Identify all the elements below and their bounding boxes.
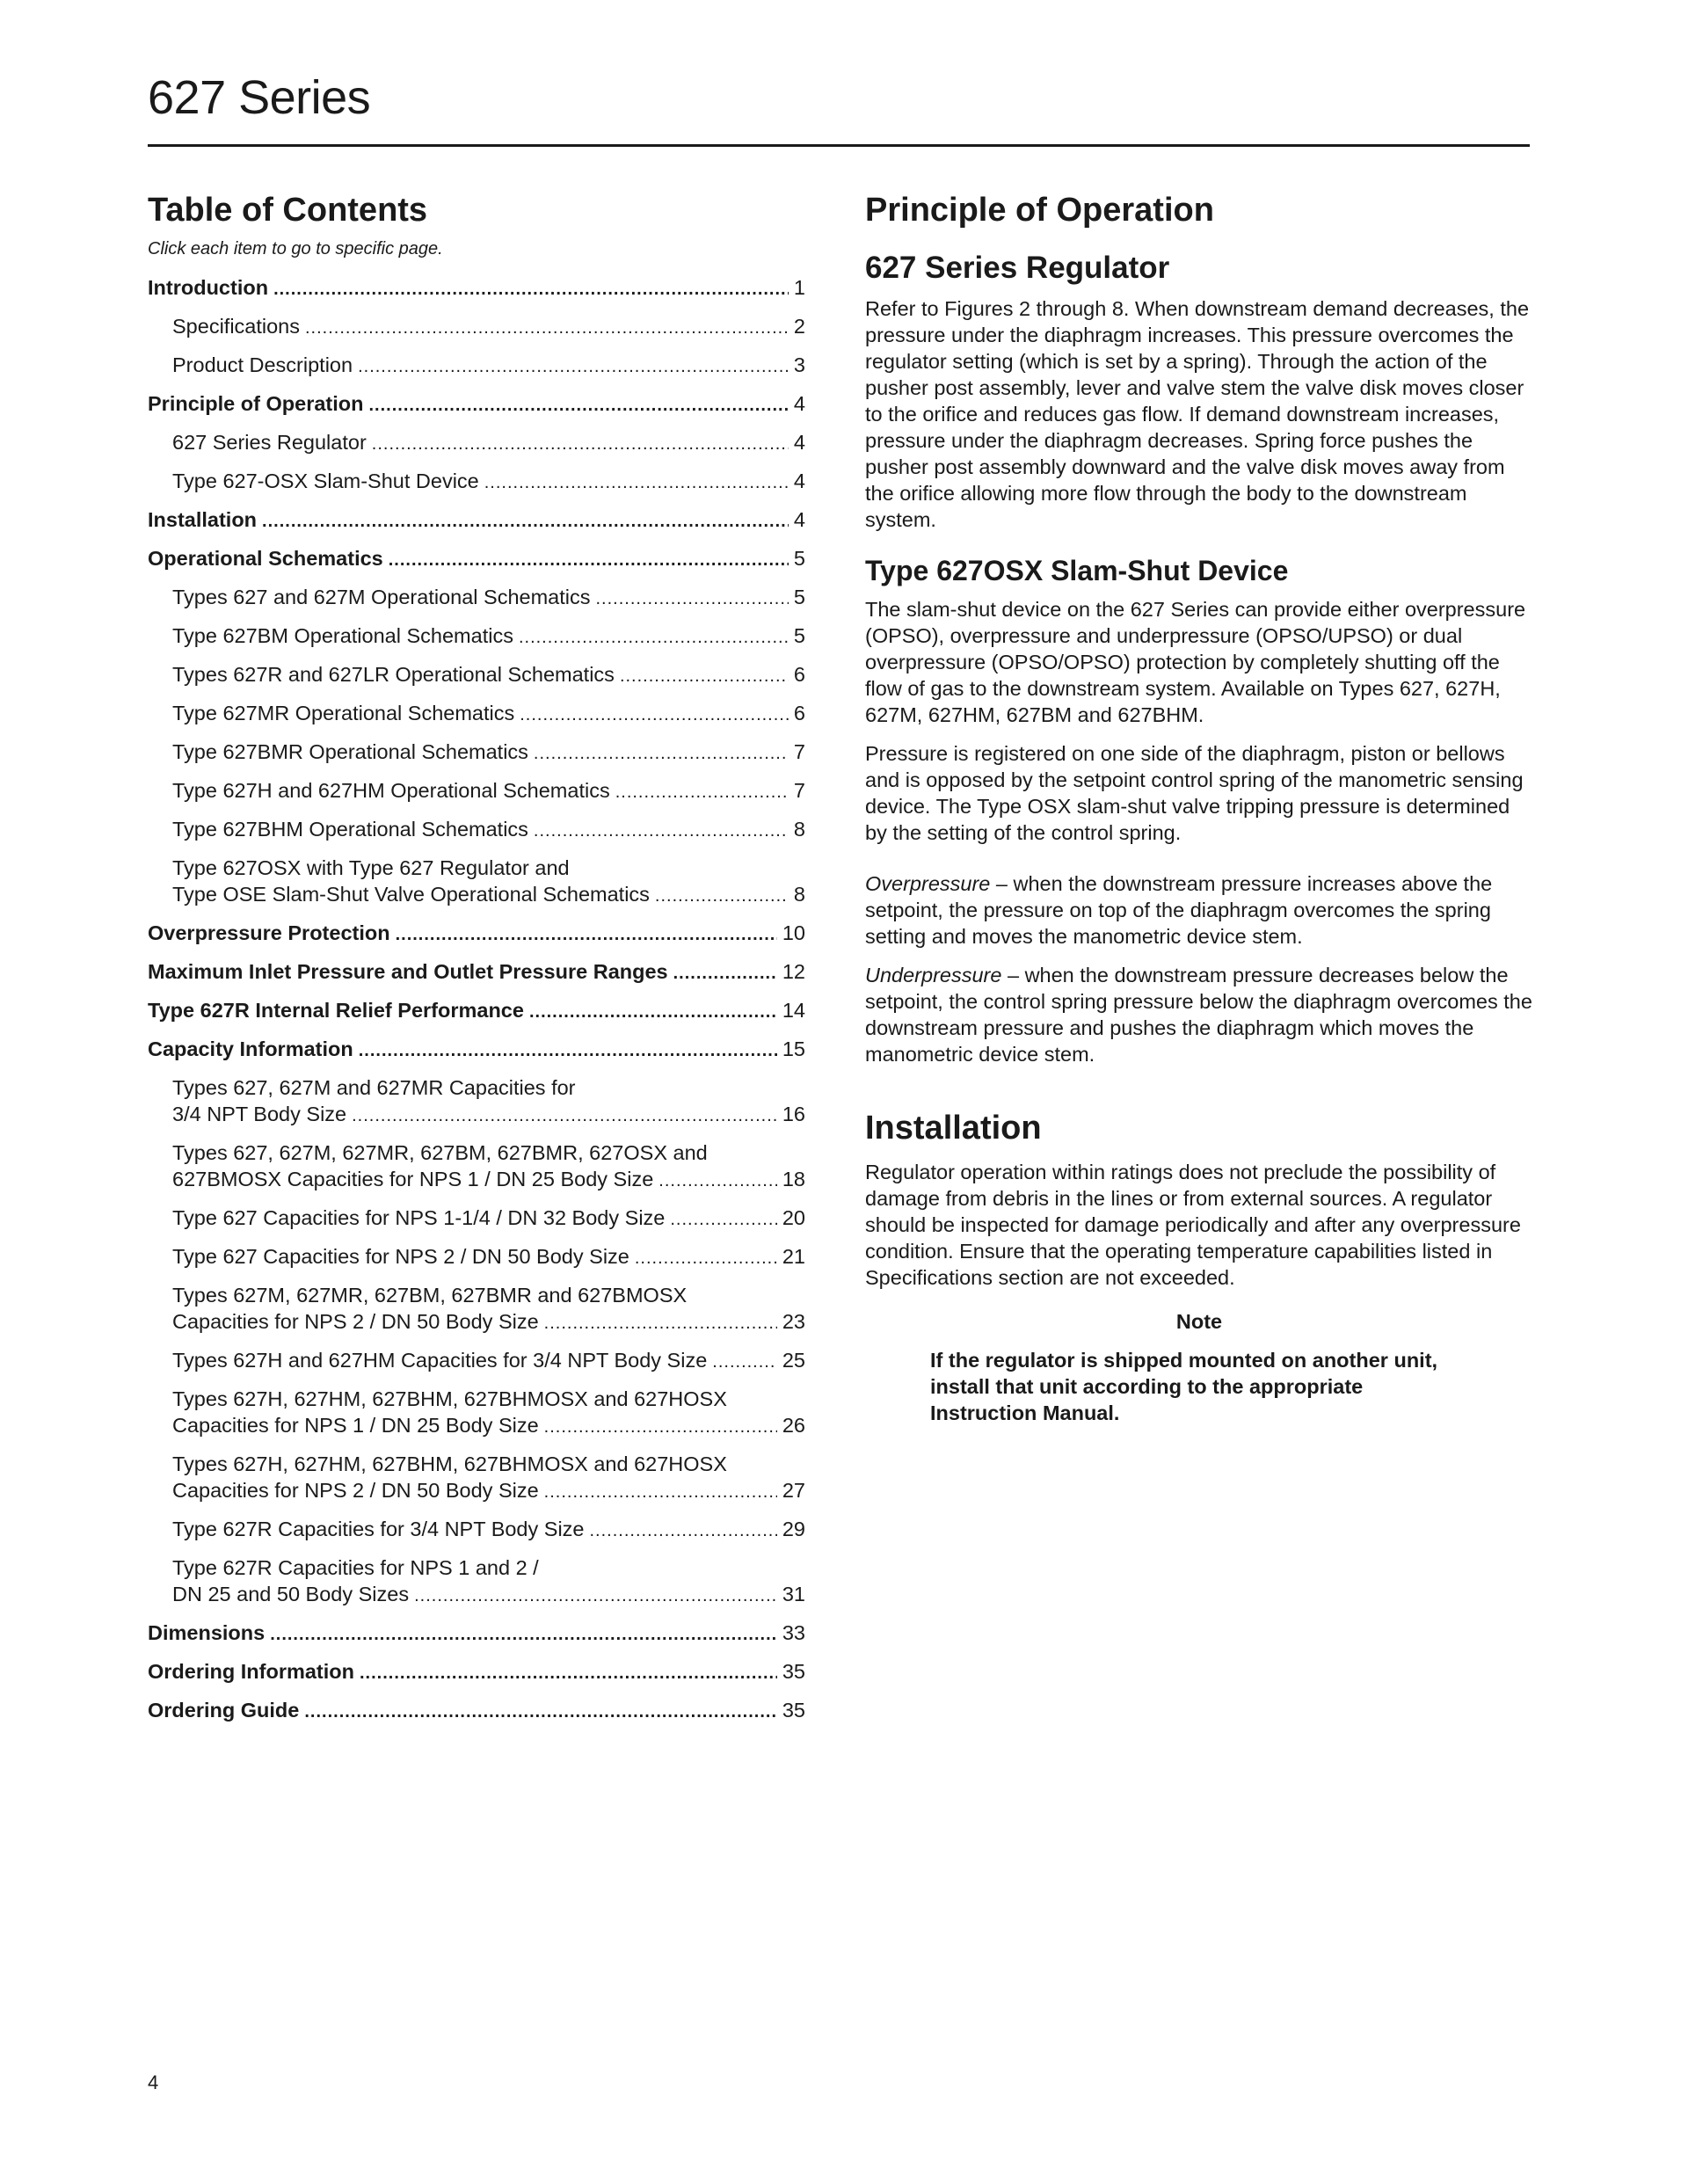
dot-leader — [712, 1349, 777, 1375]
underpressure-term: Underpressure — [865, 964, 1002, 986]
toc-entry-section[interactable] — [148, 997, 805, 1025]
toc-page-number: 29 — [782, 1518, 805, 1540]
toc-page-number: 7 — [793, 779, 805, 802]
page-title: 627 Series — [148, 71, 371, 124]
toc-entry-label: Introduction — [148, 276, 269, 299]
dot-leader — [270, 1621, 777, 1648]
toc-entry-label: Operational Schematics — [148, 547, 383, 570]
overpressure-term: Overpressure — [865, 872, 991, 895]
toc-entry-section[interactable] — [148, 274, 805, 302]
installation-heading: Installation — [865, 1110, 1042, 1147]
toc-entry-label-line: Types 627M, 627MR, 627BM, 627BMR and 627BMOSX — [172, 1284, 688, 1307]
dot-leader — [368, 392, 788, 419]
dot-leader — [534, 740, 789, 767]
toc-entry-label: Types 627 and 627M Operational Schematics — [172, 586, 591, 608]
toc-subtitle: Click each item to go to specific page. — [148, 239, 443, 258]
dot-leader — [484, 470, 789, 496]
toc-page-number: 5 — [793, 624, 805, 647]
note-title: Note — [1175, 1310, 1223, 1333]
dot-leader — [590, 1518, 777, 1544]
toc-entry-subsection[interactable] — [148, 700, 805, 728]
toc-page-number: 14 — [782, 999, 805, 1022]
toc-entry-label-line: Types 627H, 627HM, 627BHM, 627BHMOSX and 627HOSX — [172, 1387, 727, 1410]
dot-leader — [544, 1310, 777, 1336]
toc-entry-label: Type 627MR Operational Schematics — [172, 702, 515, 724]
toc-entry-label: Capacities for NPS 1 / DN 25 Body Size — [172, 1414, 539, 1437]
toc-entry-subsection[interactable] — [148, 1139, 805, 1194]
toc-page-number: 18 — [782, 1168, 805, 1190]
dot-leader — [273, 276, 789, 302]
toc-entry-label: Ordering Information — [148, 1660, 354, 1683]
toc-entry-label: Type 627 Capacities for NPS 1-1/4 / DN 32 Body Size — [172, 1206, 666, 1229]
installation-paragraph: Regulator operation within ratings does not preclude the possibility of damage from debris in the lines or from external sources. A regulator should be inspected for damage periodically and after any overpressure condition. Ensure that the operating temperature capabilities listed in Specifications section are not exceeded. — [865, 1161, 1521, 1289]
toc-entry-subsection[interactable] — [148, 1386, 805, 1440]
toc-page-number: 25 — [782, 1349, 805, 1372]
toc-entry-label-line: Types 627H, 627HM, 627BHM, 627BHMOSX and 627HOSX — [172, 1452, 727, 1475]
toc-page-number: 26 — [782, 1414, 805, 1437]
toc-page-number: 33 — [782, 1621, 805, 1644]
note-body: If the regulator is shipped mounted on another unit, install that unit according to the appropriate Instruction Manual. — [930, 1349, 1438, 1424]
toc-entry-label: Type 627H and 627HM Operational Schematics — [172, 779, 610, 802]
toc-entry-label: Type OSE Slam-Shut Valve Operational Schematics — [172, 883, 650, 906]
underpressure-text: – when the downstream pressure decreases below the setpoint, the control spring pressure below the diaphragm overcomes the downstream pressure and pushes the diaphragm which moves the manometric device stem. — [865, 964, 1532, 1066]
toc-entry-label: Type 627-OSX Slam-Shut Device — [172, 470, 479, 492]
toc-page-number: 2 — [793, 315, 805, 338]
toc-entry-subsection[interactable] — [148, 855, 805, 909]
toc-page-number: 6 — [793, 702, 805, 724]
toc-entry-subsection[interactable] — [148, 622, 805, 651]
toc-entry-subsection[interactable] — [148, 1074, 805, 1129]
slamshut-heading: Type 627OSX Slam-Shut Device — [865, 555, 1289, 586]
toc-entry-subsection[interactable] — [148, 739, 805, 767]
page-number: 4 — [148, 2071, 159, 2093]
toc-page-number: 5 — [793, 586, 805, 608]
title-rule — [148, 144, 1530, 147]
toc-entry-label: Types 627R and 627LR Operational Schematics — [172, 663, 615, 686]
toc-entry-subsection[interactable] — [148, 468, 805, 496]
toc-page-number: 31 — [782, 1583, 805, 1605]
toc-entry-subsection[interactable] — [148, 1205, 805, 1233]
dot-leader — [658, 1168, 777, 1194]
slamshut-paragraph-1: The slam-shut device on the 627 Series can provide either overpressure (OPSO), overpressure and underpressure (OPSO/UPSO) or dual overpressure (OPSO/OPSO) protection by completely shutting off the flow of gas to the downstream system. Available on Types 627, 627H, 627M, 627HM, 627BM and 627BHM. — [865, 598, 1526, 726]
toc-entry-subsection[interactable] — [148, 1451, 805, 1505]
toc-page-number: 10 — [782, 921, 805, 944]
toc-page-number: 7 — [793, 740, 805, 763]
dot-leader — [544, 1479, 777, 1505]
overpressure-paragraph — [865, 870, 1533, 950]
toc-entry-section[interactable] — [148, 1658, 805, 1686]
toc-entry-subsection[interactable] — [148, 816, 805, 844]
dot-leader — [596, 586, 789, 612]
toc-entry-subsection[interactable] — [148, 429, 805, 457]
toc-entry-label: Type 627R Internal Relief Performance — [148, 999, 524, 1022]
toc-entry-subsection[interactable] — [148, 1347, 805, 1375]
toc-page-number: 27 — [782, 1479, 805, 1502]
toc-entry-section[interactable] — [148, 1697, 805, 1725]
toc-page-number: 35 — [782, 1660, 805, 1683]
toc-entry-section[interactable] — [148, 506, 805, 535]
toc-entry-label: Principle of Operation — [148, 392, 364, 415]
toc-page-number: 21 — [782, 1245, 805, 1268]
toc-entry-label: Ordering Guide — [148, 1699, 300, 1722]
toc-entry-label-line: Type 627OSX with Type 627 Regulator and — [172, 856, 570, 879]
toc-entry-subsection[interactable] — [148, 1516, 805, 1544]
toc-entry-label: Type 627BM Operational Schematics — [172, 624, 513, 647]
toc-page-number: 1 — [793, 276, 805, 299]
dot-leader — [305, 315, 789, 341]
toc-entry-subsection[interactable] — [148, 584, 805, 612]
principle-heading: Principle of Operation — [865, 192, 1214, 229]
toc-entry-subsection[interactable] — [148, 1243, 805, 1271]
toc-list — [148, 274, 805, 1725]
dot-leader — [534, 818, 789, 844]
toc-entry-section[interactable] — [148, 920, 805, 948]
dot-leader — [358, 353, 789, 380]
dot-leader — [670, 1206, 776, 1233]
toc-entry-label: Capacity Information — [148, 1037, 353, 1060]
toc-page-number: 16 — [782, 1103, 805, 1125]
dot-leader — [520, 702, 789, 728]
dot-leader — [655, 883, 789, 909]
toc-page-number: 4 — [793, 470, 805, 492]
toc-entry-section[interactable] — [148, 1036, 805, 1064]
toc-page-number: 8 — [793, 818, 805, 841]
toc-page-number: 35 — [782, 1699, 805, 1722]
toc-entry-label: 627BMOSX Capacities for NPS 1 / DN 25 Body Size — [172, 1168, 654, 1190]
toc-entry-label: Maximum Inlet Pressure and Outlet Pressure Ranges — [148, 960, 668, 983]
toc-entry-subsection[interactable] — [148, 1554, 805, 1609]
dot-leader — [352, 1103, 777, 1129]
toc-entry-subsection[interactable] — [148, 352, 805, 380]
toc-entry-label: Type 627 Capacities for NPS 2 / DN 50 Body Size — [172, 1245, 629, 1268]
toc-entry-label: Type 627BHM Operational Schematics — [172, 818, 528, 841]
slamshut-paragraph-2: Pressure is registered on one side of the diaphragm, piston or bellows and is opposed by the setpoint control spring of the manometric sensing device. The Type OSX slam-shut valve tripping pressure is determined by the setting of the control spring. — [865, 742, 1524, 844]
dot-leader — [396, 921, 777, 948]
toc-entry-label-line: Type 627R Capacities for NPS 1 and 2 / — [172, 1556, 539, 1579]
toc-entry-label: Type 627R Capacities for 3/4 NPT Body Size — [172, 1518, 585, 1540]
underpressure-paragraph — [865, 962, 1533, 1067]
toc-page-number: 6 — [793, 663, 805, 686]
regulator-heading: 627 Series Regulator — [865, 251, 1170, 285]
toc-entry-label: Dimensions — [148, 1621, 266, 1644]
toc-entry-section[interactable] — [148, 390, 805, 419]
toc-entry-label: 3/4 NPT Body Size — [172, 1103, 347, 1125]
toc-page-number: 15 — [782, 1037, 805, 1060]
toc-entry-label: Installation — [148, 508, 258, 531]
dot-leader — [359, 1037, 777, 1064]
dot-leader — [529, 999, 777, 1025]
toc-page-number: 5 — [793, 547, 805, 570]
dot-leader — [615, 779, 789, 805]
toc-page-number: 20 — [782, 1206, 805, 1229]
dot-leader — [304, 1699, 777, 1725]
toc-entry-label: DN 25 and 50 Body Sizes — [172, 1583, 410, 1605]
dot-leader — [635, 1245, 777, 1271]
toc-page-number: 4 — [793, 508, 805, 531]
toc-entry-section[interactable] — [148, 958, 805, 986]
toc-entry-label: Capacities for NPS 2 / DN 50 Body Size — [172, 1310, 539, 1333]
toc-entry-subsection[interactable] — [148, 313, 805, 341]
overpressure-text: – when the downstream pressure increases above the setpoint, the pressure on top of the diaphragm overcomes the spring setting and moves the manometric device stem. — [865, 872, 1493, 948]
toc-entry-label: Specifications — [172, 315, 300, 338]
toc-entry-label-line: Types 627, 627M, 627MR, 627BM, 627BMR, 627OSX and — [172, 1141, 708, 1164]
toc-page-number: 12 — [782, 960, 805, 983]
toc-entry-label: Type 627BMR Operational Schematics — [172, 740, 528, 763]
dot-leader — [519, 624, 789, 651]
regulator-paragraph: Refer to Figures 2 through 8. When downstream demand decreases, the pressure under the diaphragm increases. This pressure overcomes the regulator setting (which is set by a spring). Through the action of the pusher post assembly, lever and valve stem the valve disk moves closer to the orifice and reduces gas flow. If demand downstream increases, pressure under the diaphragm decreases. Spring force pushes the pusher post assembly downward and the valve disk moves away from the orifice allowing more flow through the body to the downstream system. — [865, 297, 1530, 531]
right-column — [865, 185, 1533, 1426]
toc-entry-label: Product Description — [172, 353, 353, 376]
toc-entry-label: Overpressure Protection — [148, 921, 390, 944]
toc-entry-label: Capacities for NPS 2 / DN 50 Body Size — [172, 1479, 539, 1502]
toc-page-number: 8 — [793, 883, 805, 906]
dot-leader — [262, 508, 789, 535]
dot-leader — [673, 960, 777, 986]
toc-entry-section[interactable] — [148, 545, 805, 573]
dot-leader — [360, 1660, 777, 1686]
toc-entry-subsection[interactable] — [148, 777, 805, 805]
dot-leader — [544, 1414, 777, 1440]
toc-entry-subsection[interactable] — [148, 661, 805, 689]
dot-leader — [372, 431, 789, 457]
dot-leader — [414, 1583, 777, 1609]
toc-entry-label-line: Types 627, 627M and 627MR Capacities for — [172, 1076, 576, 1099]
toc-entry-label: 627 Series Regulator — [172, 431, 367, 454]
toc-entry-label: Types 627H and 627HM Capacities for 3/4 NPT Body Size — [172, 1349, 708, 1372]
dot-leader — [389, 547, 789, 573]
toc-heading: Table of Contents — [148, 192, 428, 229]
toc-page-number: 4 — [793, 431, 805, 454]
table-of-contents — [148, 185, 805, 1736]
toc-page-number: 3 — [793, 353, 805, 376]
toc-entry-subsection[interactable] — [148, 1282, 805, 1336]
toc-entry-section[interactable] — [148, 1620, 805, 1648]
dot-leader — [620, 663, 789, 689]
toc-page-number: 23 — [782, 1310, 805, 1333]
toc-page-number: 4 — [793, 392, 805, 415]
